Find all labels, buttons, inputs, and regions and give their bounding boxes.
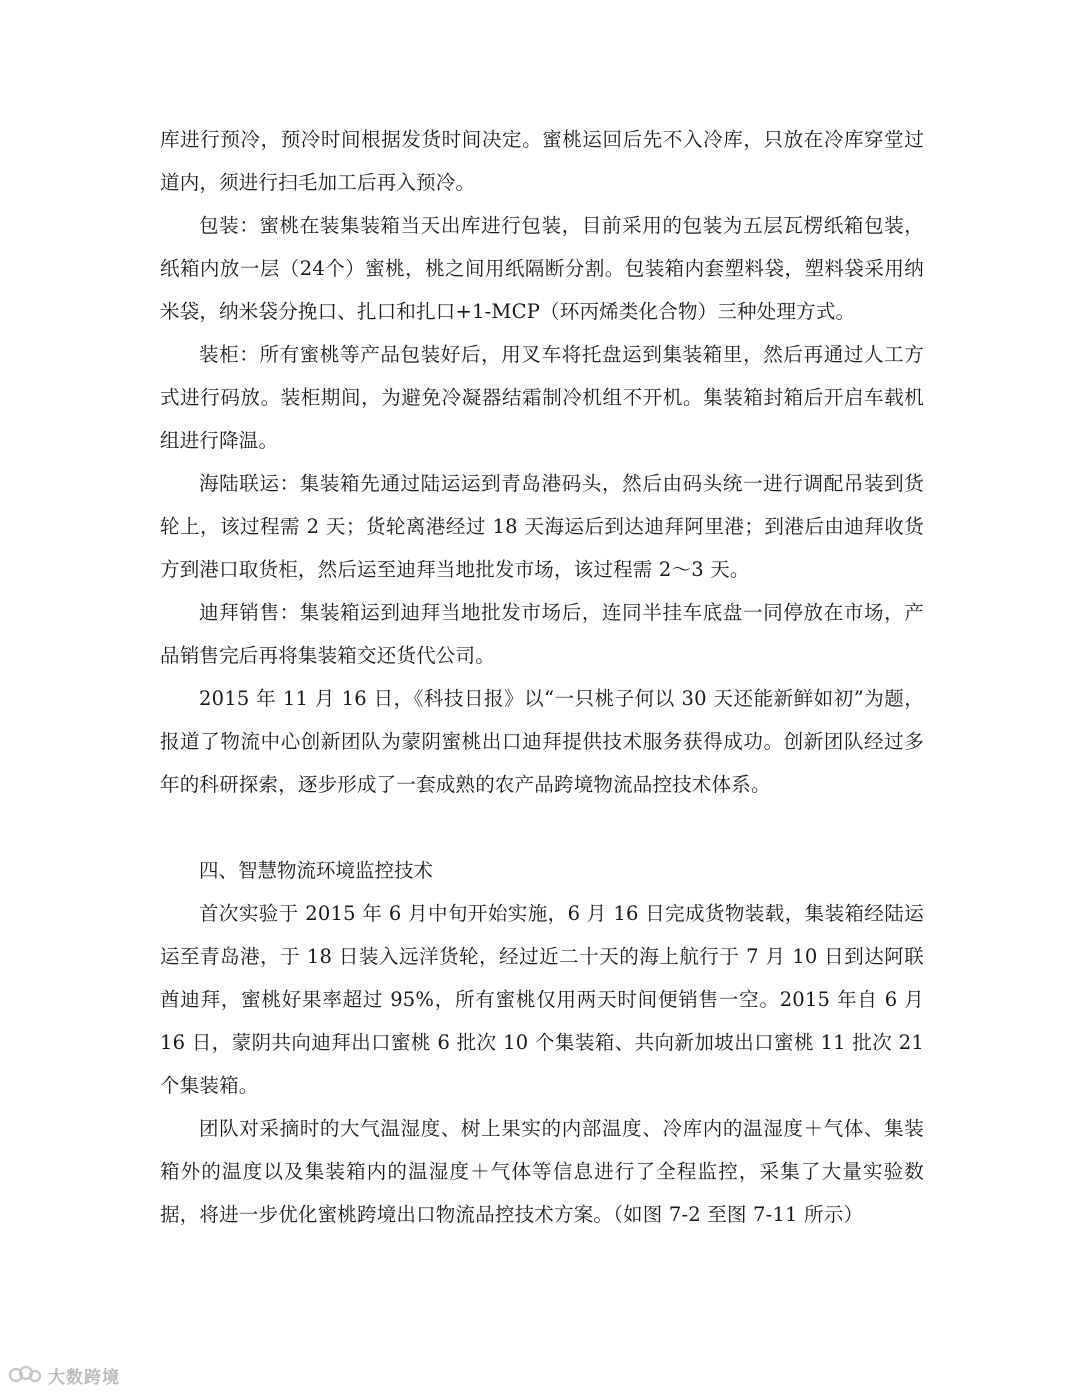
paragraph-monitoring: 团队对采摘时的大气温湿度、树上果实的内部温度、冷库内的温湿度＋气体、集装箱外的温度以及集装箱内的温湿度＋气体等信息进行了全程监控，采集了大量实验数据，将进一步优化蜜桃跨境出口物流品控技术方案。（如图 7-2 至图 7-11 所示） xyxy=(160,1117,924,1226)
paragraph-news-report: 2015 年 11 月 16 日，《科技日报》以“一只桃子何以 30 天还能新鲜如初”为题，报道了物流中心创新团队为蒙阴蜜桃出口迪拜提供技术服务获得成功。创新团队经过多年的科研探索，逐步形成了一套成熟的农产品跨境物流品控技术体系。 xyxy=(160,687,924,796)
document-body xyxy=(160,118,924,1236)
paragraph-first-experiment: 首次实验于 2015 年 6 月中旬开始实施，6 月 16 日完成货物装载，集装箱经陆运运至青岛港，于 18 日装入远洋货轮，经过近二十天的海上航行于 7 月 10 日到达阿联酋迪拜，蜜桃好果率超过 95%，所有蜜桃仅用两天时间便销售一空。2015 年自 6 月 16 日，蒙阴共向迪拜出口蜜桃 6 批次 10 个集装箱、共向新加坡出口蜜桃 11 批次 21 个集装箱。 xyxy=(160,902,924,1097)
paragraph-packaging: 包装：蜜桃在装集装箱当天出库进行包装，目前采用的包装为五层瓦楞纸箱包装，纸箱内放一层（24个）蜜桃，桃之间用纸隔断分割。包装箱内套塑料袋，塑料袋采用纳米袋，纳米袋分挽口、扎口和扎口+1-MCP（环丙烯类化合物）三种处理方式。 xyxy=(160,214,924,323)
watermark-text: 大数跨境 xyxy=(48,1367,120,1388)
paragraph-dubai-sales: 迪拜销售：集装箱运到迪拜当地批发市场后，连同半挂车底盘一同停放在市场，产品销售完后再将集装箱交还货代公司。 xyxy=(160,601,924,667)
paragraph-continuation: 库进行预冷，预冷时间根据发货时间决定。蜜桃运回后先不入冷库，只放在冷库穿堂过道内，须进行扫毛加工后再入预冷。 xyxy=(160,128,924,194)
paragraph-sea-land-transport: 海陆联运：集装箱先通过陆运运到青岛港码头，然后由码头统一进行调配吊装到货轮上，该过程需 2 天；货轮离港经过 18 天海运后到达迪拜阿里港；到港后由迪拜收货方到港口取货柜，然后运至迪拜当地批发市场，该过程需 2～3 天。 xyxy=(160,472,924,581)
brand-logo-icon xyxy=(8,1363,42,1387)
paragraph-loading: 装柜：所有蜜桃等产品包装好后，用叉车将托盘运到集装箱里，然后再通过人工方式进行码放。装柜期间，为避免冷凝器结霜制冷机组不开机。集装箱封箱后开启车载机组进行降温。 xyxy=(160,343,924,452)
section-heading: 四、智慧物流环境监控技术 xyxy=(199,859,434,882)
watermark xyxy=(8,1362,120,1388)
